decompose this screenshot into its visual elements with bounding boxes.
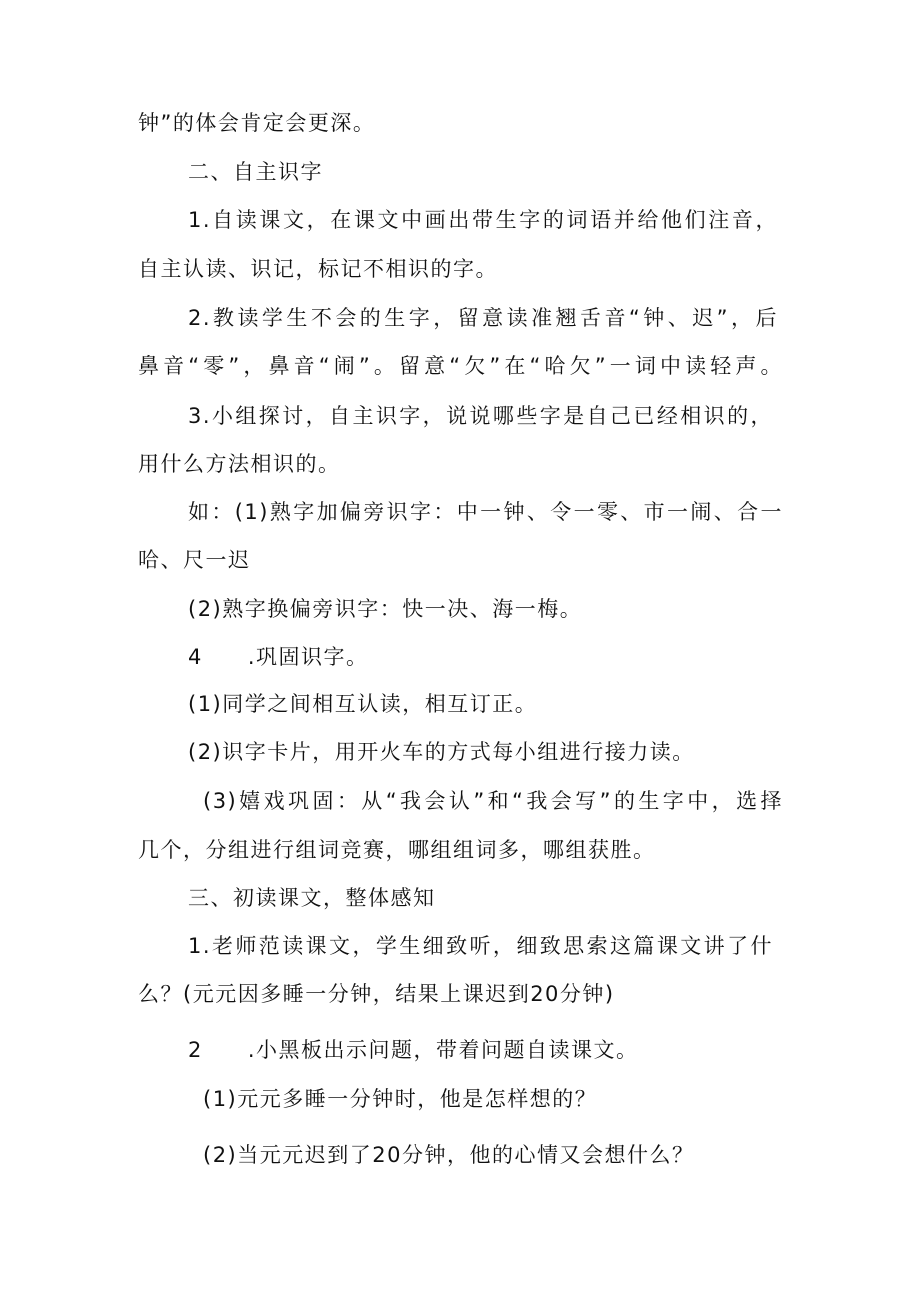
text-line-20: 2 .小黑板出示问题，带着问题自读课文。 xyxy=(188,1038,639,1062)
text-line-11: (2)熟字换偏旁识字：快一决、海一梅。 xyxy=(188,597,583,621)
section-heading-zizhu-shizi: 二、自主识字 xyxy=(188,160,323,184)
text-line-12: 4 .巩固识字。 xyxy=(188,645,369,669)
text-line-18: 1.老师范读课文，学生细致听，细致思索这篇课文讲了什 xyxy=(188,934,773,958)
text-line-1: 钟”的体会肯定会更深。 xyxy=(138,111,376,135)
text-line-13: (1)同学之间相互认读，相互订正。 xyxy=(188,692,538,716)
text-line-6: 鼻音“零”，鼻音“闹”。留意“欠”在“哈欠”一词中读轻声。 xyxy=(138,354,783,378)
text-line-10: 哈、尺一迟 xyxy=(138,548,251,572)
text-line-21: (1)元元多睡一分钟时，他是怎样想的？ xyxy=(203,1087,598,1111)
text-line-15: (3)嬉戏巩固：从“我会认”和“我会写”的生字中，选择 xyxy=(203,789,783,813)
text-line-19: 么？(元元因多睡一分钟，结果上课迟到20分钟) xyxy=(138,982,615,1006)
text-line-5: 2.教读学生不会的生字，留意读准翘舌音“钟、迟”，后 xyxy=(188,306,778,330)
section-heading-chudu-kewen: 三、初读课文，整体感知 xyxy=(188,886,436,910)
text-line-9: 如：(1)熟字加偏旁识字：中一钟、令一零、市一闹、合一 xyxy=(188,500,783,524)
text-line-22: (2)当元元迟到了20分钟，他的心情又会想什么？ xyxy=(203,1143,695,1167)
text-line-8: 用什么方法相识的。 xyxy=(138,452,341,476)
text-line-3: 1.自读课文，在课文中画出带生字的词语并给他们注音， xyxy=(188,208,778,232)
text-line-14: (2)识字卡片，用开火车的方式每小组进行接力读。 xyxy=(188,740,695,764)
text-line-16: 几个，分组进行组词竞赛，哪组组词多，哪组获胜。 xyxy=(138,838,656,862)
text-line-7: 3.小组探讨，自主识字，说说哪些字是自己已经相识的， xyxy=(188,404,773,428)
text-line-4: 自主认读、识记，标记不相识的字。 xyxy=(138,257,498,281)
